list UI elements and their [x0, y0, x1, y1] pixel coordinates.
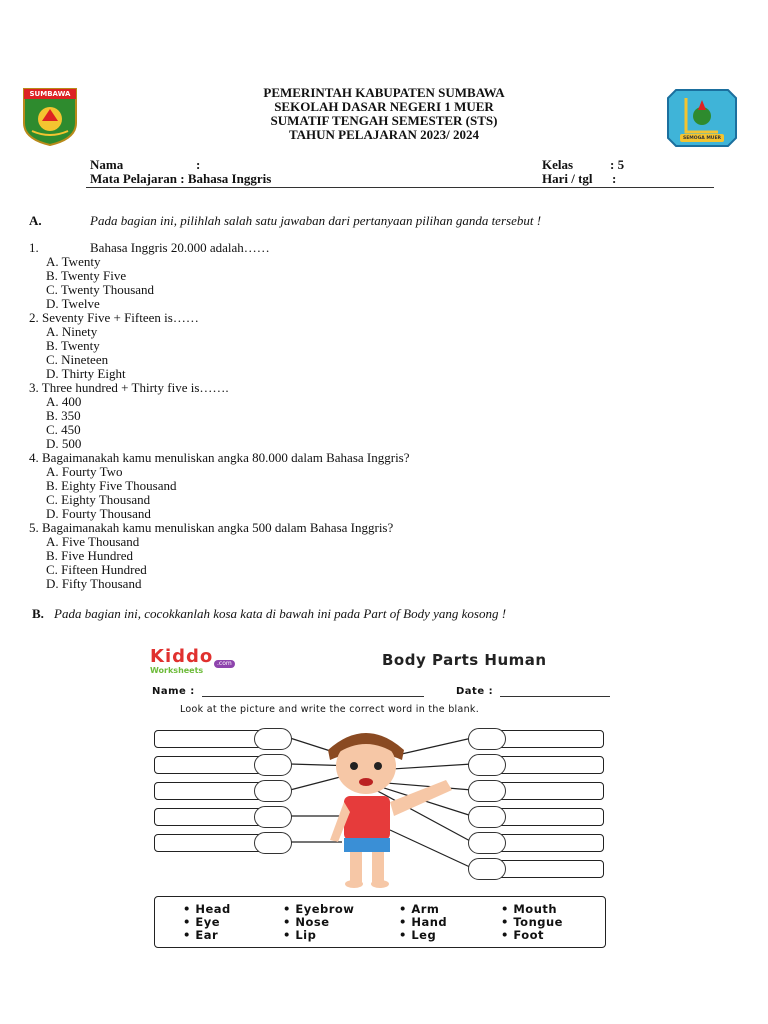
foot-icon: [468, 858, 506, 880]
hari-label: Hari / tgl: [542, 171, 593, 186]
kelas-value: : 5: [610, 157, 625, 172]
brand-com: .com: [214, 660, 235, 668]
hand-icon: [254, 832, 292, 854]
word-foot: • Foot: [501, 928, 545, 942]
q2-option-d: D. Thirty Eight: [46, 366, 126, 381]
kelas-label: Kelas: [542, 157, 574, 172]
worksheet-name-label: Name :: [152, 686, 195, 697]
question-3-text: 3. Three hundred + Thirty five is…….: [29, 380, 229, 395]
mapel-label: Mata Pelajaran : Bahasa Inggris: [90, 171, 272, 186]
word-mouth: • Mouth: [501, 902, 558, 916]
q2-option-a: A. Ninety: [46, 324, 98, 339]
brand-worksheets: Worksheets: [150, 666, 204, 675]
nose-icon: [468, 754, 506, 776]
question-4-text: 4. Bagaimanakah kamu menuliskan angka 80.000 dalam Bahasa Inggris?: [29, 450, 410, 465]
q1-option-a: A. Twenty: [46, 254, 101, 269]
word-ear: • Ear: [183, 928, 219, 942]
worksheet-title: Body Parts Human: [382, 651, 547, 669]
q4-option-d: D. Fourty Thousand: [46, 506, 151, 521]
header-divider: [86, 187, 714, 188]
nama-colon: :: [196, 157, 201, 172]
mouth-icon: [468, 806, 506, 828]
word-col-4: [501, 903, 563, 942]
worksheet-date-label: Date :: [456, 686, 494, 697]
tongue-icon: [468, 832, 506, 854]
section-b-instruction: Pada bagian ini, cocokkanlah kosa kata di bawah ini pada Part of Body yang kosong !: [54, 606, 507, 621]
q5-option-d: D. Fifty Thousand: [46, 576, 142, 591]
question-1-text: Bahasa Inggris 20.000 adalah……: [90, 240, 270, 255]
question-1-number: 1.: [29, 240, 39, 255]
nama-label: Nama: [90, 157, 124, 172]
lip-icon: [468, 780, 506, 802]
header-line-3: SUMATIF TENGAH SEMESTER (STS): [270, 113, 498, 128]
word-col-3: [399, 903, 447, 942]
word-leg: • Leg: [399, 928, 437, 942]
header-line-1: PEMERINTAH KABUPATEN SUMBAWA: [263, 85, 505, 100]
head-icon: [254, 728, 292, 750]
section-a-letter: A.: [29, 213, 42, 228]
word-lip: • Lip: [283, 928, 317, 942]
q4-option-b: B. Eighty Five Thousand: [46, 478, 177, 493]
question-2-text: 2. Seventy Five + Fifteen is……: [29, 310, 199, 325]
word-hand: • Hand: [399, 915, 448, 929]
q3-option-d: D. 500: [46, 436, 82, 451]
word-eyebrow: • Eyebrow: [283, 902, 355, 916]
q5-option-c: C. Fifteen Hundred: [46, 562, 147, 577]
worksheet-brand: [150, 646, 232, 675]
worksheet-instruction: Look at the picture and write the correct word in the blank.: [180, 704, 480, 715]
q5-option-a: A. Five Thousand: [46, 534, 140, 549]
word-head: • Head: [183, 902, 231, 916]
hari-colon: :: [612, 171, 617, 186]
q1-option-c: C. Twenty Thousand: [46, 282, 155, 297]
section-a-instruction: Pada bagian ini, pilihlah salah satu jawaban dari pertanyaan pilihan ganda tersebut !: [90, 213, 542, 228]
q4-option-c: C. Eighty Thousand: [46, 492, 151, 507]
q3-option-b: B. 350: [46, 408, 81, 423]
body-parts-worksheet: [146, 640, 616, 950]
word-col-2: [283, 903, 354, 942]
word-nose: • Nose: [283, 915, 330, 929]
q2-option-b: B. Twenty: [46, 338, 100, 353]
q3-option-c: C. 450: [46, 422, 81, 437]
brand-kiddo: Kiddo: [150, 646, 214, 667]
arm-icon: [254, 806, 292, 828]
logo-right-text: SEMOGA MUER: [682, 136, 722, 141]
ear-icon: [254, 780, 292, 802]
q1-option-b: B. Twenty Five: [46, 268, 127, 283]
word-col-1: [183, 903, 231, 942]
section-b-letter: B.: [32, 606, 44, 621]
logo-left-text: SUMBAWA: [29, 90, 71, 98]
q5-option-b: B. Five Hundred: [46, 548, 134, 563]
word-tongue: • Tongue: [501, 915, 563, 929]
worksheet-name-line: [202, 696, 424, 697]
q1-option-d: D. Twelve: [46, 296, 100, 311]
word-bank: [154, 896, 606, 948]
q3-option-a: A. 400: [46, 394, 82, 409]
eyebrow-icon: [468, 728, 506, 750]
word-arm: • Arm: [399, 902, 440, 916]
question-5-text: 5. Bagaimanakah kamu menuliskan angka 500 dalam Bahasa Inggris?: [29, 520, 394, 535]
header-line-4: TAHUN PELAJARAN 2023/ 2024: [288, 127, 480, 142]
word-eye: • Eye: [183, 915, 221, 929]
worksheet-date-line: [500, 696, 610, 697]
q4-option-a: A. Fourty Two: [46, 464, 123, 479]
eye-icon: [254, 754, 292, 776]
q2-option-c: C. Nineteen: [46, 352, 109, 367]
header-line-2: SEKOLAH DASAR NEGERI 1 MUER: [274, 99, 494, 114]
